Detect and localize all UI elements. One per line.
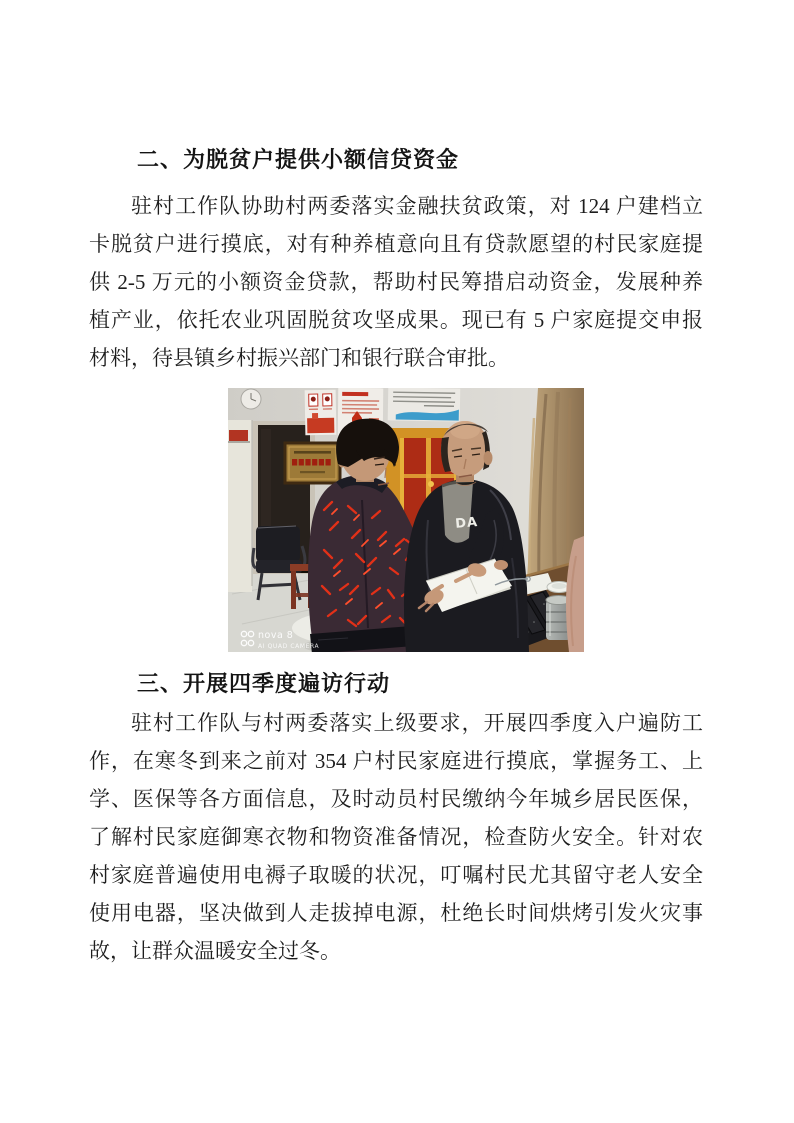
watermark-caption: AI QUAD CAMERA [258, 643, 320, 650]
text-line: 作，在寒冬到来之前对 354 户村民家庭进行摸底，掌握务工、上 [89, 749, 703, 773]
text-line: 卡脱贫户进行摸底，对有种养植意向且有贷款愿望的村民家庭提 [89, 232, 703, 256]
watermark-brand: nova 8 [258, 630, 294, 641]
paragraph-1 [89, 187, 703, 377]
jacket-letters: DA [454, 514, 479, 532]
text-line: 故，让群众温暖安全过冬。 [89, 939, 341, 963]
photo-office-meeting [228, 388, 584, 652]
text-line: 学、医保等各方面信息，及时动员村民缴纳今年城乡居民医保， [89, 787, 703, 811]
text-line: 驻村工作队协助村两委落实金融扶贫政策，对 124 户建档立 [131, 194, 703, 218]
award-plaque [285, 443, 340, 483]
text-line: 驻村工作队与村两委落实上级要求，开展四季度入户遍防工 [131, 711, 703, 735]
text-line: 使用电器，坚决做到人走拔掉电源，杜绝长时间烘烤引发火灾事 [89, 901, 703, 925]
text-line: 村家庭普遍使用电褥子取暖的状况，叮嘱村民尤其留守老人安全 [89, 863, 703, 887]
wall-clock-icon [241, 389, 261, 409]
paragraph-2 [89, 704, 703, 970]
section-heading-3: 三、开展四季度遍访行动 [137, 671, 391, 696]
text-line: 了解村民家庭御寒衣物和物资准备情况，检查防火安全。针对农 [89, 825, 703, 849]
text-line: 植产业，依托农业巩固脱贫攻坚成果。现已有 5 户家庭提交申报 [89, 308, 703, 332]
text-line: 供 2-5 万元的小额资金贷款，帮助村民筹措启动资金，发展种养 [89, 270, 703, 294]
section-heading-2: 二、为脱贫户提供小额信贷资金 [137, 147, 460, 172]
text-line: 材料，待县镇乡村振兴部门和银行联合审批。 [89, 346, 509, 370]
